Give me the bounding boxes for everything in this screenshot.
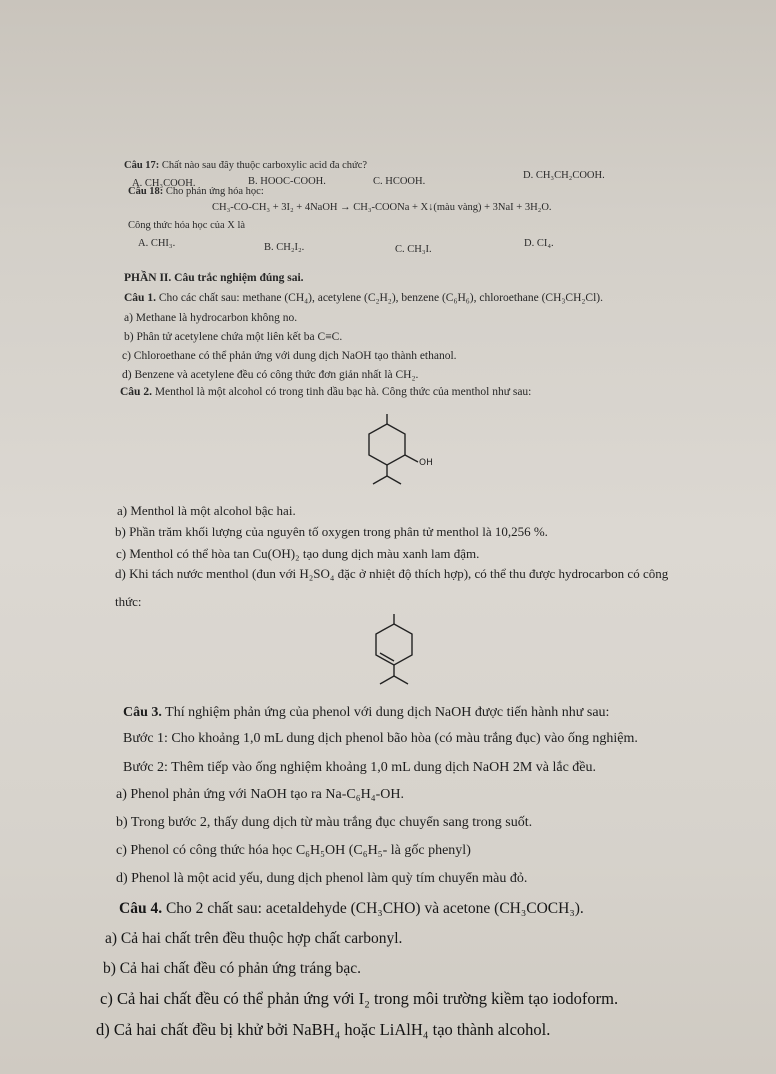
p2q1-label: Câu 1. [124, 292, 156, 304]
q17-option-d: D. CH₃CH₂COOH. [523, 170, 605, 181]
p2q4-stem [119, 900, 584, 917]
menthol-oh-label: OH [419, 458, 433, 468]
p2q4-option-b: b) Cả hai chất đều có phản ứng tráng bạc. [103, 960, 362, 977]
p2q3-label: Câu 3. [123, 705, 162, 720]
q18-stem [128, 186, 264, 198]
p2q2-option-a: a) Menthol là một alcohol bậc hai. [117, 503, 296, 518]
q18-option-d: D. CI₄. [524, 238, 554, 249]
q17-stem [124, 160, 367, 172]
p2q4-option-d: d) Cả hai chất đều bị khử bởi NaBH₄ hoặc LiAlH₄ tạo thành alcohol. [96, 1020, 551, 1039]
p2q2-option-d-line1: d) Khi tách nước menthol (đun với H₂SO₄ đặc ở nhiệt độ thích hợp), có thể thu được hydrocarbon có công [115, 566, 669, 581]
q18-option-a: A. CHI₃. [138, 238, 176, 249]
q17-text: Chất nào sau đây thuộc carboxylic acid đa chức? [161, 160, 368, 171]
q17-option-c: C. HCOOH. [373, 176, 426, 187]
p2q4-option-a: a) Cả hai chất trên đều thuộc hợp chất carbonyl. [105, 930, 403, 947]
p2q1-option-d: d) Benzene và acetylene đều có công thức đơn giản nhất là CH₂. [122, 369, 419, 381]
p2q4-label: Câu 4. [119, 900, 163, 917]
p2q2-text: Menthol là một alcohol có trong tinh dầu bạc hà. Công thức của menthol như sau: [154, 386, 532, 398]
p2q1-option-c: c) Chloroethane có thể phản ứng với dung dịch NaOH tạo thành ethanol. [122, 350, 457, 362]
q18-option-c: C. CH₃I. [395, 244, 432, 255]
q18-text: Cho phản ứng hóa học: [165, 186, 264, 197]
part2-heading: PHẦN II. Câu trắc nghiệm đúng sai. [124, 272, 304, 284]
p2q1-option-b: b) Phân tử acetylene chứa một liên kết ba C≡C. [124, 331, 343, 343]
p2q3-option-d: d) Phenol là một acid yếu, dung dịch phenol làm quỳ tím chuyển màu đỏ. [116, 871, 528, 886]
q18-question: Công thức hóa học của X là [128, 220, 246, 231]
p2q2-stem [120, 386, 531, 399]
p2q3-option-a: a) Phenol phản ứng với NaOH tạo ra Na-C₆H₄-OH. [116, 787, 404, 802]
p2q3-step2: Bước 2: Thêm tiếp vào ống nghiệm khoảng 1,0 mL dung dịch NaOH 2M và lắc đều. [123, 760, 597, 775]
p2q2-option-b: b) Phần trăm khối lượng của nguyên tố oxygen trong phân tử menthol là 10,256 %. [115, 524, 548, 539]
p2q1-text: Cho các chất sau: methane (CH₄), acetylene (C₂H₂), benzene (C₆H₆), chloroethane (CH₃CH₂Cl). [158, 292, 603, 304]
p2q3-stem [123, 705, 609, 720]
q17-option-b: B. HOOC-COOH. [248, 176, 326, 187]
p2q1-stem [124, 292, 603, 305]
q18-label: Câu 18: [128, 186, 164, 197]
p2q2-label: Câu 2. [120, 386, 152, 398]
p2q3-option-c: c) Phenol có công thức hóa học C₆H₅OH (C₆H₅- là gốc phenyl) [116, 843, 471, 858]
p2q4-option-c: c) Cả hai chất đều có thể phản ứng với I₂ trong môi trường kiềm tạo iodoform. [100, 989, 619, 1008]
p2q1-option-a: a) Methane là hydrocarbon không no. [124, 312, 298, 324]
p2q3-text: Thí nghiệm phản ứng của phenol với dung dịch NaOH được tiến hành như sau: [165, 705, 610, 720]
p2q4-text: Cho 2 chất sau: acetaldehyde (CH₃CHO) và acetone (CH₃COCH₃). [165, 900, 584, 917]
q18-option-b: B. CH₂I₂. [264, 242, 305, 253]
menthol-structure [352, 412, 452, 494]
p2q2-option-c: c) Menthol có thể hòa tan Cu(OH)₂ tạo dung dịch màu xanh lam đậm. [116, 546, 480, 561]
p2q2-option-d-line2: thức: [115, 594, 142, 609]
q17-option-a: A. CH₃COOH. [132, 178, 196, 189]
p2q3-step1: Bước 1: Cho khoảng 1,0 mL dung dịch phenol bão hòa (có màu trắng đục) vào ống nghiệm. [123, 731, 638, 746]
q18-equation: CH₃-CO-CH₃ + 3I₂ + 4NaOH → CH₃-COONa + X↓(màu vàng) + 3NaI + 3H₂O. [212, 202, 552, 213]
q17-label: Câu 17: [124, 160, 160, 171]
p2q3-option-b: b) Trong bước 2, thấy dung dịch từ màu trắng đục chuyển sang trong suốt. [116, 815, 533, 830]
hydrocarbon-structure [358, 612, 438, 696]
